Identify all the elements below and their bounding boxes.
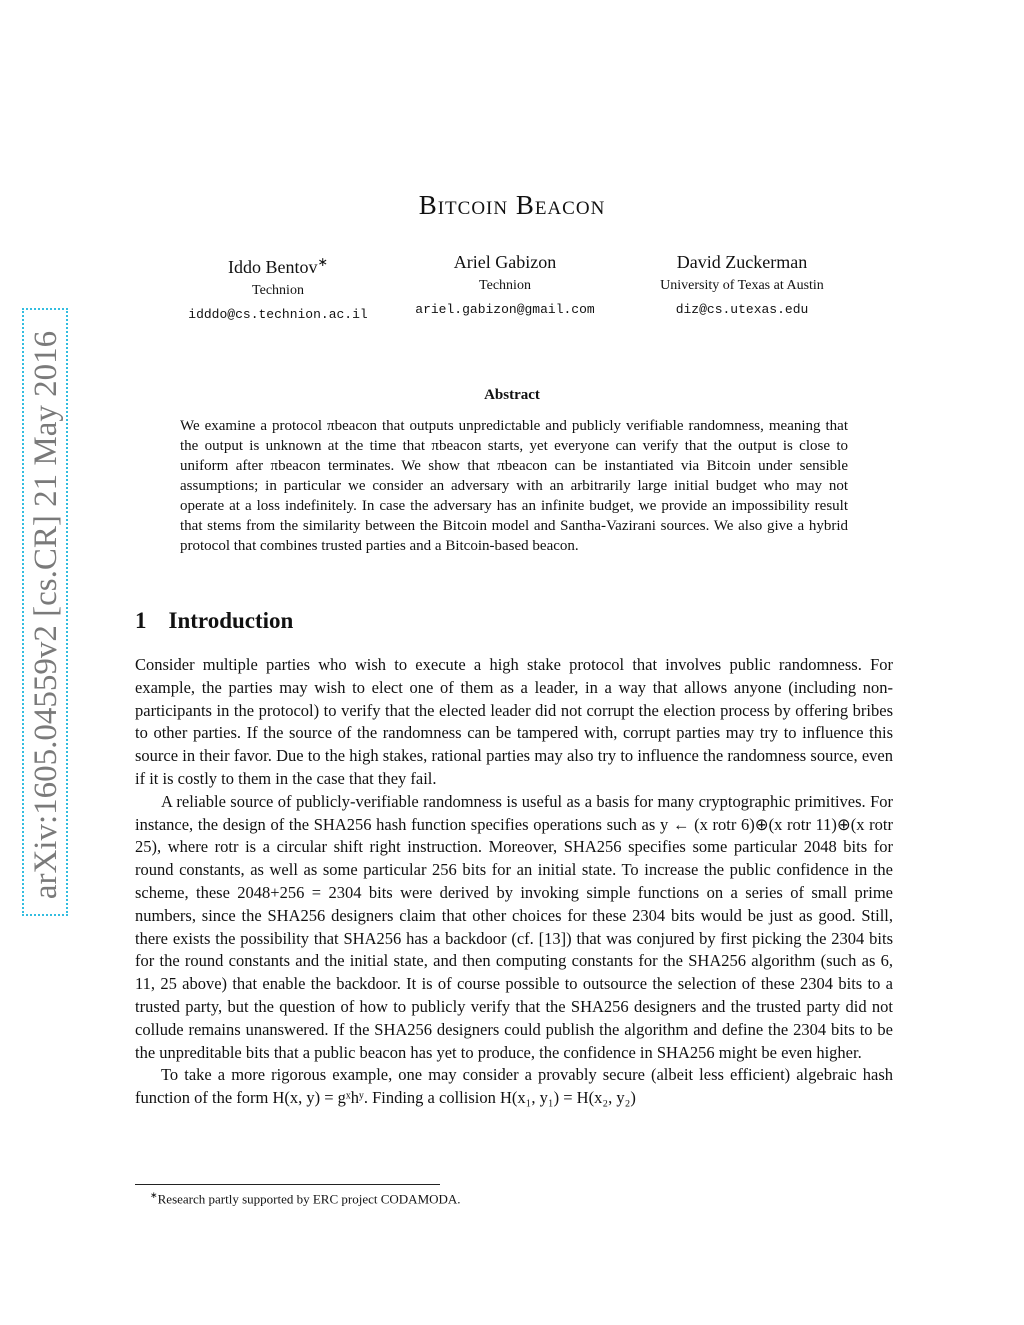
author-block (612, 251, 872, 318)
section-heading (135, 608, 293, 634)
author-block (375, 251, 635, 318)
author-email[interactable]: ariel.gabizon@gmail.com (415, 302, 595, 317)
author-affiliation: University of Texas at Austin (660, 278, 824, 293)
paragraph: Consider multiple parties who wish to execute a high stake protocol that involves public randomness. For example, the parties may wish to elect one of them as a leader, in a way that allows anyone (including non-participants in the protocol) to verify that the elected leader did not corrupt the election process by offering bribes to other parties. If the source of the randomness can be tampered with, corrupt parties may try to influence this source in their favor. Due to the high stakes, rational parties may also try to influence the randomness source, even if it is costly to them in the case that they fail. (135, 655, 893, 788)
author-name: Iddo Bentov∗ (227, 255, 329, 277)
author-affiliation: Technion (252, 283, 304, 298)
body-text (135, 654, 893, 1110)
author-email[interactable]: diz@cs.utexas.edu (675, 302, 809, 317)
author-block (148, 251, 408, 323)
paper-title: Bitcoin Beacon (418, 190, 606, 220)
paragraph: To take a more rigorous example, one may consider a provably secure (albeit less efficient) algebraic hash function of the form H(x, y) = gˣhʸ. Finding a collision H(x₁, y₁) = H(x₂, y₂) (135, 1065, 893, 1108)
footnote-rule (135, 1184, 440, 1185)
author-email[interactable]: idddo@cs.technion.ac.il (188, 307, 368, 322)
author-name: David Zuckerman (676, 252, 808, 272)
section-title: Introduction (168, 608, 294, 633)
footnote: ∗Research partly supported by ERC project CODAMODA. (150, 1190, 461, 1207)
author-affiliation: Technion (479, 278, 531, 293)
paragraph: A reliable source of publicly-verifiable randomness is useful as a basis for many cryptographic primitives. For instance, the design of the SHA256 hash function specifies operations such as y ← (x rotr 6)⊕(x rotr 11)⊕(x rotr 25), where rotr is a circular shift right instruction. Moreover, SHA256 specifies some particular 2048 bits for round constants, as well as some particular 256 bits for an initial state. To increase the public confidence in the scheme, these 2048+256 = 2304 bits were derived by invoking simple functions on a series of small prime numbers, since the SHA256 designers claim that other choices for these 2304 bits would be just as good. Still, there exists the possibility that SHA256 has a backdoor (cf. [13]) that was conjured by first picking the 2304 bits for the round constants and the initial state, and then computing constants for the SHA256 algorithm (such as 6, 11, 25 above) that enable the backdoor. It is of course possible to outsource the selection of these 2304 bits to a trusted party, but the question of how to publicly verify that the SHA256 designers and the trusted party did not collude remains unanswered. If the SHA256 designers could publish the algorithm and define the 2304 bits to be the unpreditable bits that a public beacon has yet to produce, the confidence in SHA256 might be even higher. (135, 791, 893, 1062)
abstract-heading: Abstract (484, 387, 540, 403)
section-number: 1 (135, 608, 147, 633)
arxiv-identifier[interactable]: arXiv:1605.04559v2 [cs.CR] 21 May 2016 (28, 330, 64, 900)
abstract-text: We examine a protocol πbeacon that outputs unpredictable and publicly verifiable randomness, meaning that the output is unknown at the time that πbeacon starts, yet everyone can verify that the output is close to uniform after πbeacon terminates. We show that πbeacon can be instantiated via Bitcoin under sensible assumptions; in particular we consider an adversary with an arbitrarily large initial budget who may not operate at a loss indefinitely. In case the adversary has an infinite budget, we provide an impossibility result that stems from the similarity between the Bitcoin model and Santha-Vazirani sources. We also give a hybrid protocol that combines trusted parties and a Bitcoin-based beacon. (180, 418, 848, 554)
author-name: Ariel Gabizon (453, 252, 557, 272)
